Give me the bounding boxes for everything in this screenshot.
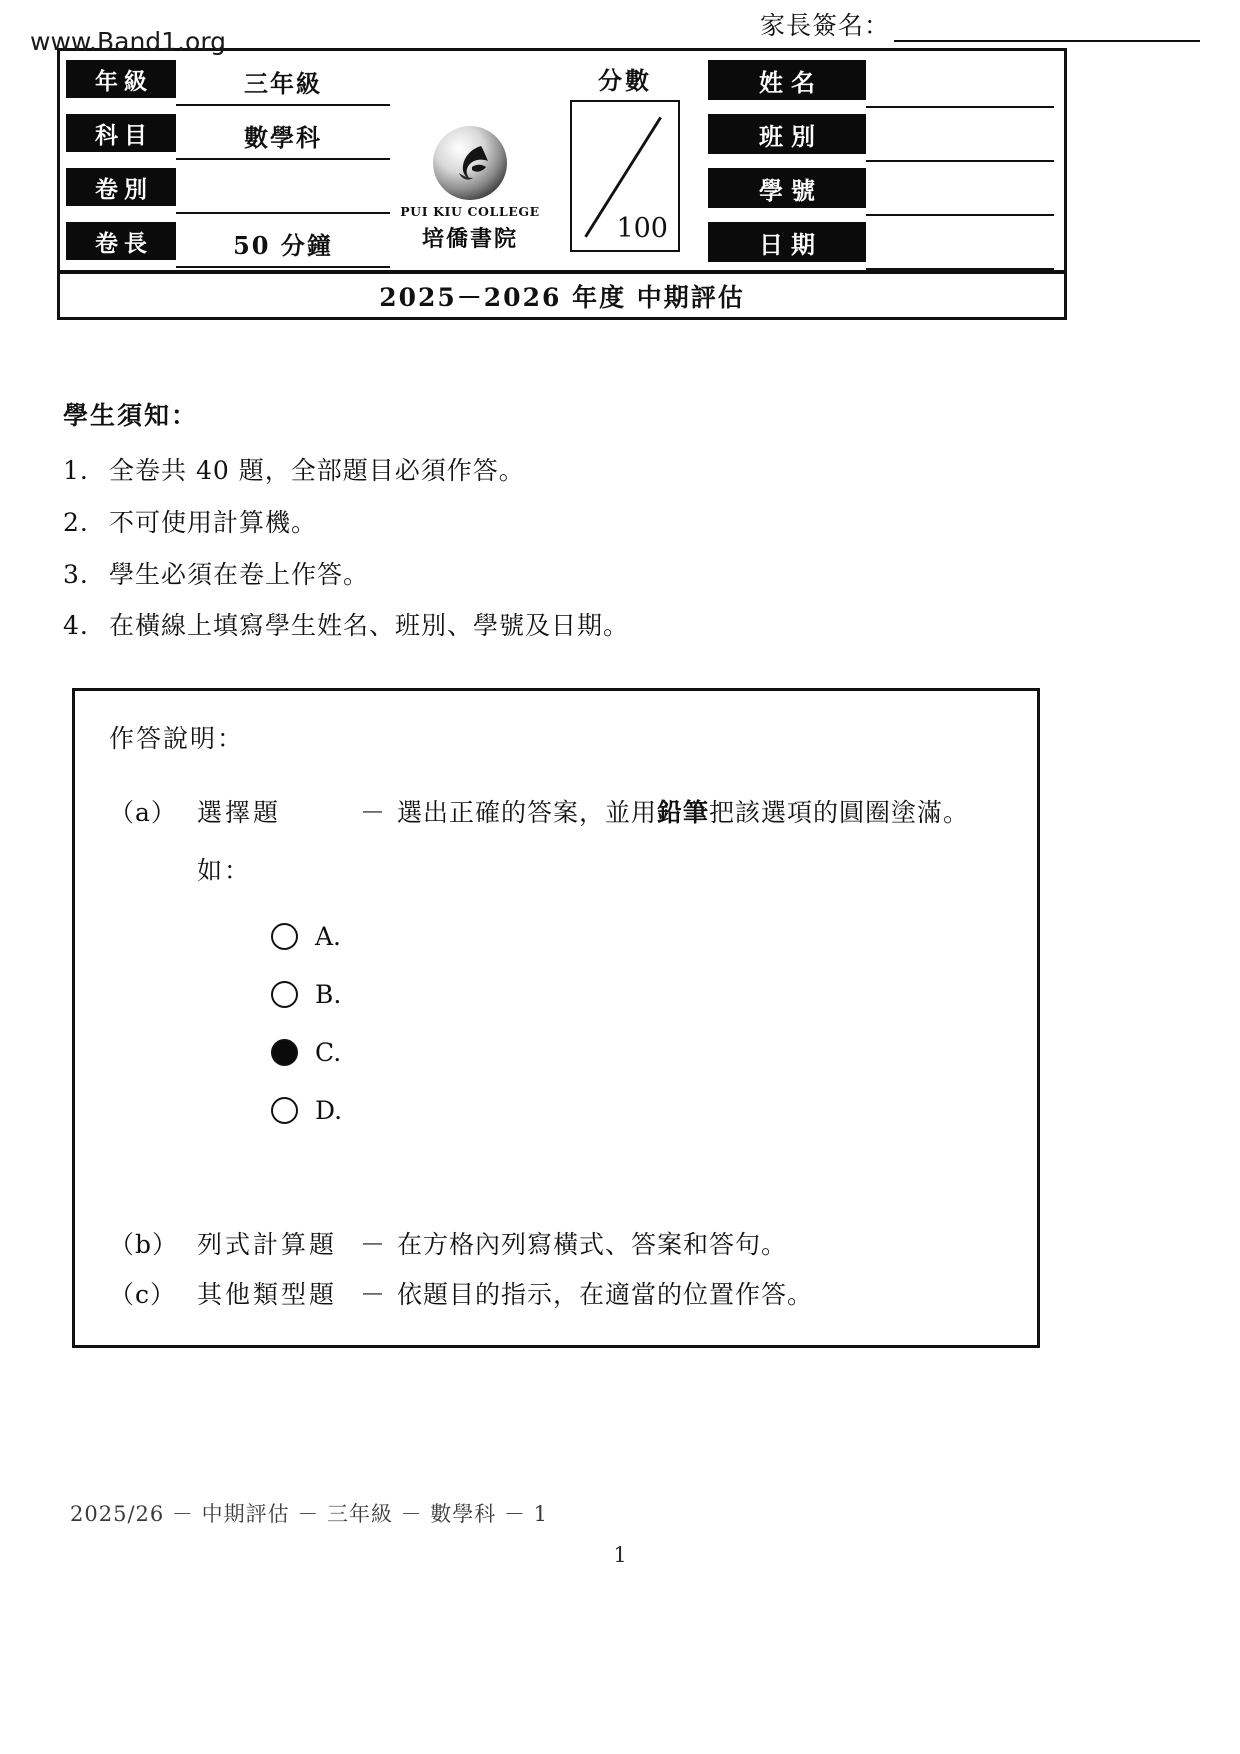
field-row-paper — [66, 168, 390, 222]
option-bubble-c-filled[interactable] — [271, 1039, 298, 1066]
answer-instruction-b-dash: － — [359, 1230, 386, 1259]
footer-reference: 2025/26 － 中期評估 － 三年級 － 數學科 － 1 — [70, 1502, 549, 1526]
field-value-paper[interactable] — [176, 168, 390, 214]
field-tag-grade: 年級 — [66, 60, 176, 98]
desc-before: 選出正確的答案，並用 — [397, 798, 658, 827]
school-logo-english: PUI KIU COLLEGE — [400, 204, 540, 219]
notice-text: 學生必須在卷上作答。 — [109, 559, 370, 589]
page-number: 1 — [613, 1543, 627, 1567]
answer-instruction-b-marker: （b） — [109, 1230, 179, 1259]
student-notices-title: 學生須知： — [63, 401, 199, 430]
option-bubble-a[interactable] — [271, 923, 298, 950]
field-tag-duration: 卷長 — [66, 222, 176, 260]
student-notices — [63, 396, 1063, 661]
field-tag-name: 姓名 — [708, 60, 866, 100]
answer-instruction-a-dash: － — [359, 798, 386, 827]
option-row-b[interactable] — [271, 965, 1003, 1023]
notice-item — [63, 609, 1063, 643]
field-row-subject — [66, 114, 390, 168]
answer-instruction-c — [109, 1275, 1003, 1311]
field-input-class[interactable] — [866, 114, 1054, 162]
desc-bold-pencil: 鉛筆 — [657, 798, 710, 827]
option-letter-c: C. — [315, 1037, 342, 1067]
field-value-subject[interactable]: 數學科 — [176, 114, 390, 160]
field-input-student-number[interactable] — [866, 168, 1054, 216]
answer-instruction-c-kind: 其他類型題 — [197, 1280, 338, 1309]
school-logo-chinese: 培僑書院 — [421, 226, 518, 252]
example-options — [271, 907, 1003, 1139]
field-tag-class: 班別 — [708, 114, 866, 154]
answer-instructions-box — [72, 688, 1040, 1348]
parent-signature — [760, 6, 1200, 42]
parent-signature-label: 家長簽名： — [760, 11, 891, 40]
notice-item — [63, 558, 1063, 592]
score-label: 分數 — [598, 66, 652, 95]
answer-instruction-a-marker: （a） — [109, 798, 177, 827]
globe-icon — [433, 126, 507, 200]
notice-text: 不可使用計算機。 — [109, 507, 318, 537]
watermark-url: www.Band1.org — [30, 27, 227, 56]
score-denominator: 100 — [616, 213, 668, 244]
field-tag-student-number: 學號 — [708, 168, 866, 208]
notice-number: 1. — [63, 456, 89, 485]
field-input-date[interactable] — [866, 222, 1054, 270]
answer-instruction-b-description: 在方格內列寫橫式、答案和答句。 — [397, 1230, 788, 1259]
answer-instructions-title: 作答說明： — [109, 724, 245, 753]
exam-title: 2025－2026 年度 中期評估 — [60, 270, 1064, 317]
notice-number: 2. — [63, 507, 89, 537]
field-row-name — [708, 60, 1054, 114]
answer-instruction-b-kind: 列式計算題 — [197, 1230, 338, 1259]
header-right-fields — [700, 51, 1064, 276]
notice-item — [63, 506, 1063, 540]
field-tag-paper: 卷別 — [66, 168, 176, 206]
answer-instruction-a-description — [397, 793, 1003, 829]
field-value-duration[interactable]: 50 分鐘 — [176, 222, 390, 268]
notice-item — [63, 454, 1063, 488]
field-row-student-number — [708, 168, 1054, 222]
field-input-name[interactable] — [866, 60, 1054, 108]
option-letter-b: B. — [315, 979, 342, 1009]
field-value-grade[interactable]: 三年級 — [176, 60, 390, 106]
option-letter-d: D. — [315, 1095, 343, 1125]
notice-text: 全卷共 40 題，全部題目必須作答。 — [109, 456, 525, 485]
option-letter-a: A. — [315, 921, 342, 951]
parent-signature-line[interactable] — [894, 16, 1200, 42]
desc-after: 把該選項的圓圈塗滿。 — [709, 798, 970, 827]
answer-instruction-b — [109, 1225, 1003, 1261]
option-bubble-d[interactable] — [271, 1097, 298, 1124]
example-label: 如： — [197, 856, 252, 885]
field-tag-subject: 科目 — [66, 114, 176, 152]
field-row-grade — [66, 60, 390, 114]
field-tag-date: 日期 — [708, 222, 866, 262]
field-row-class — [708, 114, 1054, 168]
score-box[interactable] — [570, 100, 680, 252]
answer-instruction-c-dash: － — [359, 1280, 386, 1309]
answer-instruction-a — [109, 793, 1003, 829]
field-row-duration — [66, 222, 390, 276]
notice-number: 3. — [63, 559, 89, 589]
header-left-fields — [60, 51, 390, 276]
dolphin-icon — [451, 143, 495, 185]
notice-text: 在橫線上填寫學生姓名、班別、學號及日期。 — [109, 611, 630, 641]
field-row-date — [708, 222, 1054, 276]
answer-instruction-c-marker: （c） — [109, 1280, 177, 1309]
option-row-d[interactable] — [271, 1081, 1003, 1139]
answer-instruction-c-description: 依題目的指示，在適當的位置作答。 — [397, 1280, 814, 1309]
school-logo — [390, 51, 550, 276]
option-row-c[interactable] — [271, 1023, 1003, 1081]
exam-header-box — [57, 48, 1067, 320]
notice-number: 4. — [63, 611, 89, 641]
score-section — [550, 51, 700, 276]
option-row-a[interactable] — [271, 907, 1003, 965]
answer-instruction-a-kind: 選擇題 — [197, 798, 282, 827]
option-bubble-b[interactable] — [271, 981, 298, 1008]
